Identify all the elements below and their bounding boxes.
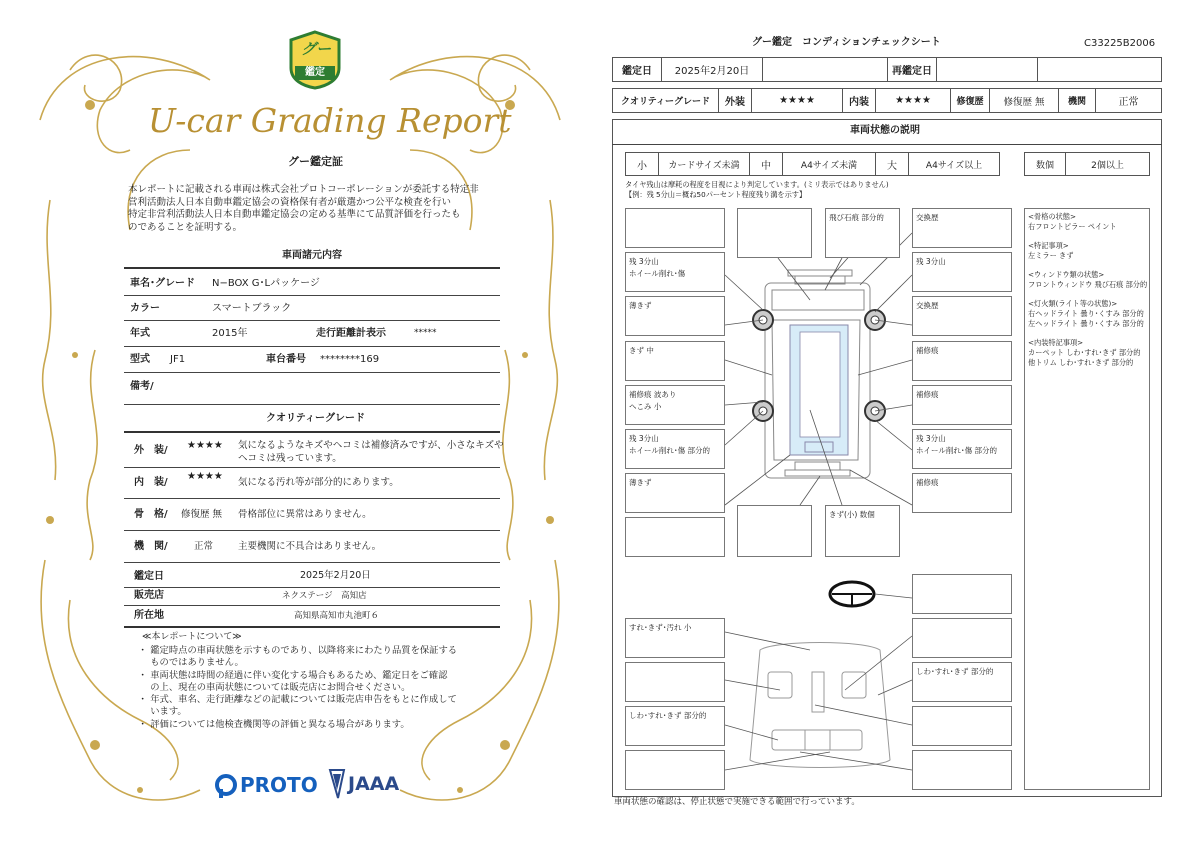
specs-title: 車両諸元内容: [282, 250, 342, 261]
engine-value: 正常: [194, 541, 214, 552]
engine-value: 正常: [1095, 88, 1162, 113]
callout-bottom-center: きず(小) 数個: [825, 505, 900, 557]
callout-right-1: 交換歴: [912, 208, 1012, 248]
callout-left-2: 残 3分山 ホイール削れ･傷: [625, 252, 725, 292]
chassis-label: 車台番号: [266, 354, 306, 365]
date-label: 鑑定日: [612, 57, 662, 82]
appraisal-date-label: 鑑定日: [134, 571, 164, 582]
exterior-label: 外 装/: [134, 445, 168, 456]
date-value: 2025年2月20日: [661, 57, 763, 82]
int-label: 内装: [842, 88, 876, 113]
notes-text: <骨格の状態> 右フロントピラー ペイント <特記事項> 左ミラー きず <ウィンドウ類の状態> フロントウィンドウ 飛び石痕 部分的 <灯火類(ライト等の状態)> 右ヘッドライト 曇り･くすみ 部分的 左ヘッドライト 曇り･くすみ 部分的 <内装特記事項> カーペット しわ･すれ･きず 部分的 他トリム しわ･すれ･きず 部分的: [1028, 212, 1148, 367]
legend-medium-desc: A4サイズ未満: [782, 152, 876, 176]
sheet-title: グー鑑定 コンディションチェックシート: [752, 37, 941, 48]
mileage-label: 走行距離計表示: [316, 328, 386, 339]
callout-right-6: 残 3分山 ホイール削れ･傷 部分的: [912, 429, 1012, 469]
frame-value: 修復歴 無: [181, 509, 223, 520]
repair-value: 修復歴 無: [989, 88, 1059, 113]
callout-right-7: 補修痕: [912, 473, 1012, 513]
quality-title: クオリティーグレード: [266, 413, 365, 424]
repair-label: 修復歴: [950, 88, 990, 113]
section-title: 車両状態の説明: [850, 125, 920, 136]
document-id: C33225B2006: [1084, 38, 1156, 49]
legend-medium: 中: [749, 152, 783, 176]
frame-label: 骨 格/: [134, 509, 168, 520]
frame-text: 骨格部位に異常はありません。: [238, 509, 372, 520]
condition-check-sheet: [600, 0, 1200, 848]
color-label: カラー: [130, 303, 160, 314]
certificate-intro: 本レポートに記載される車両は株式会社プロトコーポレーションが委託する特定非 営利活動法人日本自動車鑑定協会の資格保有者が厳選かつ公平な検査を行い 特定非営利活動法人日本自動車鑑定協会の定める基準にて品質評価を行ったも のであることを証明する。: [128, 184, 479, 233]
year-value: 2015年: [212, 328, 248, 339]
sheet-footer: 車両状態の確認は、停止状態で実施できる範囲で行っています。: [614, 797, 860, 807]
report-script-title: U-car Grading Report: [148, 101, 512, 140]
callout-right-3: 交換歴: [912, 296, 1012, 336]
car-name-value: N−BOX G･Lパッケージ: [212, 278, 320, 289]
mileage-value: *****: [414, 328, 437, 338]
badge-top: グー: [301, 40, 332, 58]
color-value: スマートブラック: [212, 303, 292, 314]
ext-label: 外装: [718, 88, 752, 113]
callout-left-4: きず 中: [625, 341, 725, 381]
callout-left-6: 残 3分山 ホイール削れ･傷 部分的: [625, 429, 725, 469]
car-name-label: 車名･グレード: [130, 278, 195, 289]
notice-list: ・ 鑑定時点の車両状態を示すものであり、以降将来にわたり品質を保証する ものではありません。 ・ 車両状態は時間の経過に伴い変化する場合もあるため、鑑定日をご確認 の上、現在の車両状態については販売店にお問合せください。 ・ 年式、車名、走行距離などの記載については販売店申告をもとに作成して います。 ・ 評価については他検査機関等の評価と異なる場合があります。: [138, 645, 458, 730]
callout-right-5: 補修痕: [912, 385, 1012, 425]
interior-stars: ★★★★: [187, 471, 223, 482]
interior-left-3: しわ･すれ･きず 部分的: [625, 706, 725, 746]
exterior-text: 気になるようなキズやヘコミは補修済みですが、小さなキズや ヘコミは残っています。: [238, 440, 504, 464]
shop-label: 販売店: [134, 590, 164, 601]
legend-small: 小: [625, 152, 659, 176]
callout-right-2: 残 3分山: [912, 252, 1012, 292]
address-value: 高知県高知市丸池町６: [294, 611, 380, 621]
int-stars: ★★★★: [875, 88, 951, 113]
certificate-title: グー鑑定証: [288, 155, 343, 168]
notes-panel: [1024, 208, 1150, 790]
callout-left-3: 薄きず: [625, 296, 725, 336]
remarks-label: 備考/: [130, 381, 154, 392]
legend-large: 大: [875, 152, 909, 176]
goo-badge: [287, 30, 343, 90]
jaaa-logo: JAAA: [328, 768, 408, 802]
engine-label: 機関: [1058, 88, 1096, 113]
callout-right-4: 補修痕: [912, 341, 1012, 381]
engine-label: 機 関/: [134, 541, 168, 552]
tire-note: タイヤ残山は摩耗の程度を目視により判定しています。(ミリ表示ではありません) 【例：残 5分山＝概ね50パーセント程度残り溝を示す】: [625, 180, 889, 199]
appraisal-date-value: 2025年2月20日: [300, 570, 371, 581]
qg-label: クオリティーグレード: [612, 88, 719, 113]
chassis-value: ********169: [320, 354, 380, 365]
engine-text: 主要機関に不具合はありません。: [238, 541, 382, 552]
proto-logo: PROTO: [214, 770, 326, 802]
callout-left-7: 薄きず: [625, 473, 725, 513]
interior-text: 気になる汚れ等が部分的にあります。: [238, 477, 399, 488]
model-value: JF1: [170, 354, 186, 365]
address-label: 所在地: [134, 610, 164, 621]
badge-bottom: 鑑定: [295, 66, 335, 80]
notice-title: ≪本レポートについて≫: [142, 632, 242, 642]
year-label: 年式: [130, 328, 150, 339]
ext-stars: ★★★★: [751, 88, 843, 113]
exterior-stars: ★★★★: [187, 440, 223, 451]
legend-count: 数個: [1024, 152, 1066, 176]
shop-value: ネクステージ 高知店: [282, 591, 367, 601]
interior-left-1: すれ･きず･汚れ 小: [625, 618, 725, 658]
model-label: 型式: [130, 354, 150, 365]
interior-right-2: しわ･すれ･きず 部分的: [912, 662, 1012, 702]
legend-count-desc: 2個以上: [1065, 152, 1150, 176]
callout-left-5: 補修痕 波あり へこみ 小: [625, 385, 725, 425]
legend-small-desc: カードサイズ未満: [658, 152, 750, 176]
reappraisal-label: 再鑑定日: [887, 57, 937, 82]
legend-large-desc: A4サイズ以上: [908, 152, 1000, 176]
interior-label: 内 装/: [134, 477, 168, 488]
callout-top-center: 飛び石痕 部分的: [825, 208, 900, 258]
